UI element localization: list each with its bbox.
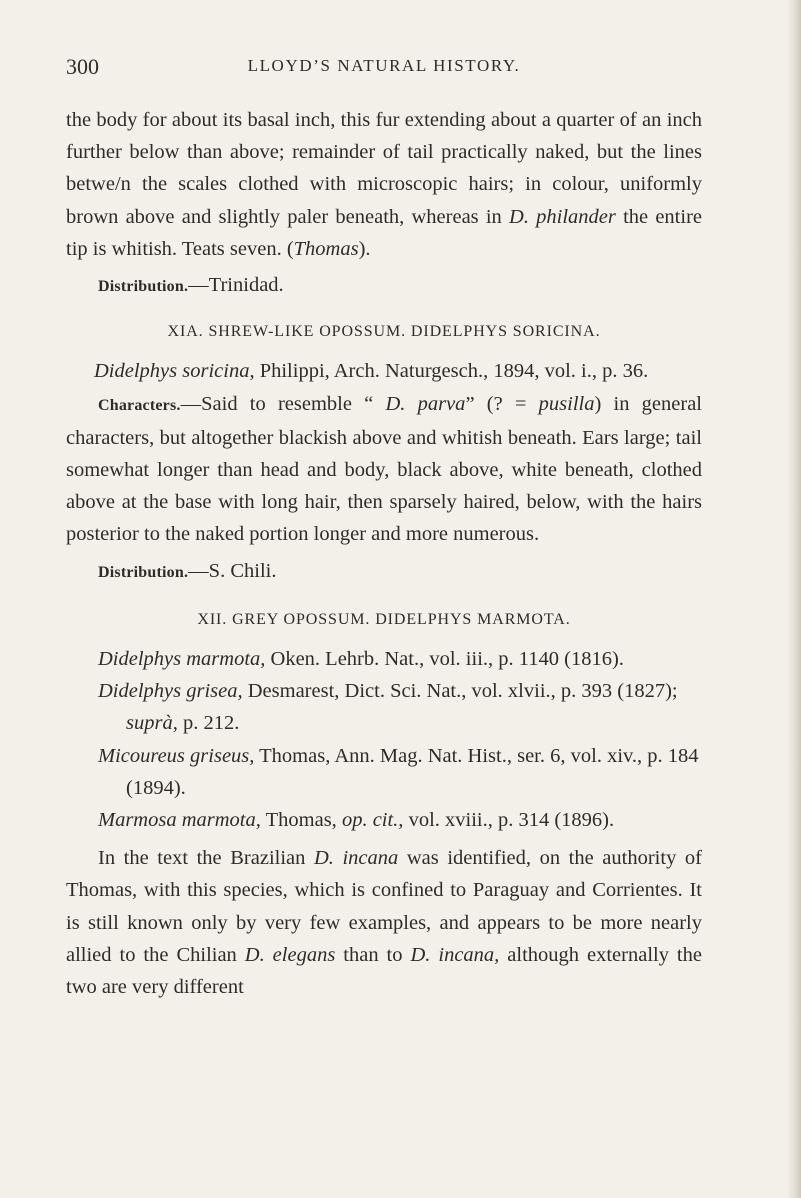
distribution-label: Distribution.	[98, 563, 189, 581]
author-name: Thomas	[293, 237, 359, 260]
page-edge-shadow	[787, 0, 801, 1198]
section-heading-xia: XIA. SHREW-LIKE OPOSSUM. DIDELPHYS SORICINA.	[167, 323, 601, 341]
page-header	[66, 54, 702, 82]
taxon-name: Didelphys soricina,	[94, 360, 255, 383]
synonym-entry: Marmosa marmota, Thomas, op. cit., vol. xviii., p. 314 (1896).	[98, 809, 615, 832]
synonym-entry: Didelphys soricina, Philippi, Arch. Naturgesch., 1894, vol. i., p. 36.	[94, 360, 649, 383]
synonym-entry: Micoureus griseus, Thomas, Ann. Mag. Nat. Hist., ser. 6, vol. xiv., p. 184 (1894).	[98, 744, 699, 799]
taxon-name: Micoureus griseus,	[98, 744, 255, 767]
page-body	[66, 104, 702, 1003]
discussion-paragraph: In the text the Brazilian D. incana was identified, on the authority of Thomas, with this species, which is confined to Paraguay and Corrientes. It is still known only by very few examples, and appears to be more nearly allied to the Chilian D. elegans than to D. incana, although externally the two are very different	[66, 847, 702, 999]
synonym-entry: Didelphys marmota, Oken. Lehrb. Nat., vol. iii., p. 1140 (1816).	[98, 648, 624, 671]
continuation-paragraph: the body for about its basal inch, this fur extending about a quarter of an inch further below than above; remainder of tail practically naked, but the lines betwe/n the scales clothed with microscopic hairs; in colour, uniformly brown above and slightly paler beneath, whereas in D. philander the entire tip is whitish. Teats seven. (Thomas).	[66, 109, 702, 260]
section-heading-xii: XII. GREY OPOSSUM. DIDELPHYS MARMOTA.	[197, 610, 571, 628]
characters-label: Characters.	[98, 396, 181, 414]
page-number: 300	[66, 54, 99, 79]
running-title: LLOYD’S NATURAL HISTORY.	[247, 56, 521, 75]
distribution-trinidad: Distribution.—Trinidad.	[98, 274, 284, 297]
distribution-chili: Distribution.—S. Chili.	[98, 559, 277, 582]
taxon-name: Didelphys marmota,	[98, 648, 266, 671]
characters-paragraph: Characters.—Said to resemble “ D. parva” (? = pusilla) in general characters, but altogether blackish above and whitish beneath. Ears large; tail somewhat longer than head and body, black above, white beneath, clothed above at the base with long hair, then sparsely haired, below, with the hairs posterior to the naked portion longer and more numerous.	[66, 392, 702, 546]
taxon-name: Marmosa marmota,	[98, 809, 261, 832]
distribution-label: Distribution.	[98, 278, 189, 296]
species-name: D. philander	[509, 205, 616, 228]
synonym-entry: Didelphys grisea, Desmarest, Dict. Sci. Nat., vol. xlvii., p. 393 (1827); suprà, p. 212.	[98, 680, 678, 735]
taxon-name: Didelphys grisea,	[98, 680, 243, 703]
